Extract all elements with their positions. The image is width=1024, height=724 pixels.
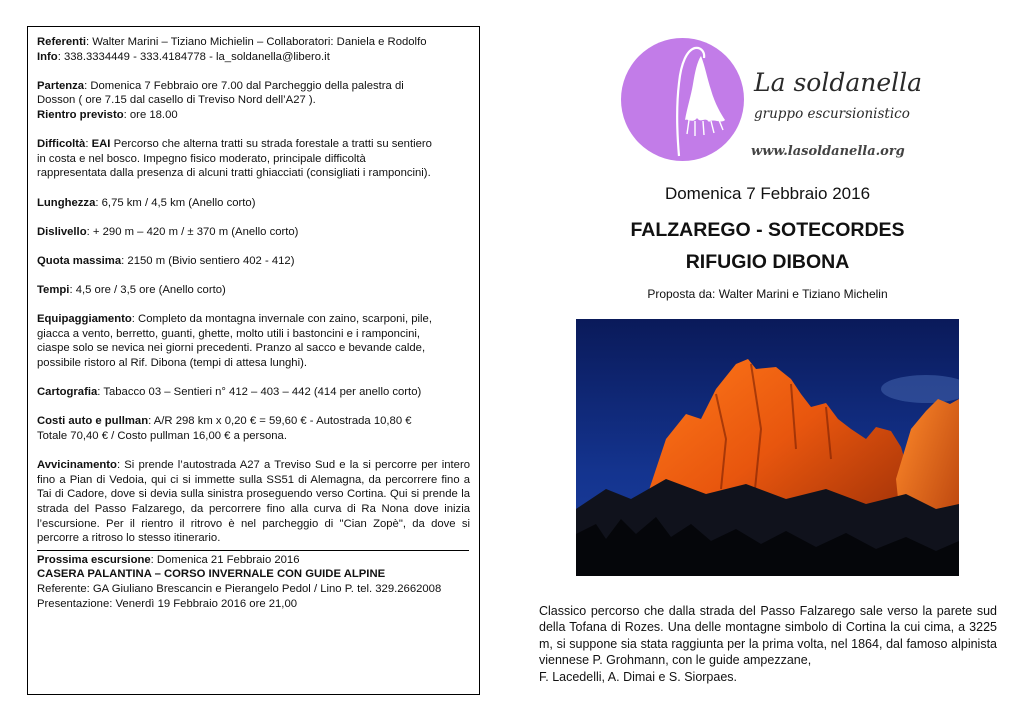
costi-line [37,414,470,429]
referenti-text: : Walter Marini – Tiziano Michielin – Collaboratori: Daniela e Rodolfo [85,36,427,48]
difficolta-sep: : [85,138,92,151]
prossima-line [37,553,470,568]
referenti-line [37,35,470,50]
rientro-label: Rientro previsto [37,108,124,121]
referenti-label: Referenti [37,36,86,48]
mountain-photo [576,319,959,576]
carto-line [37,385,470,400]
carto-text: : Tabacco 03 – Sentieri n° 412 – 403 – 442 (414 per anello corto) [97,386,422,399]
prossima-presentazione: Presentazione: Venerdì 19 Febbraio 2016 ore 21,00 [37,597,298,610]
prossima-title: CASERA PALANTINA – CORSO INVERNALE CON GUIDE ALPINE [37,568,386,581]
costi-text-1: : A/R 298 km x 0,20 € = 59,60 € - Autostrada 10,80 € [148,415,412,428]
equip-line-4: possibile ristoro al Rif. Dibona (tempi di attesa lunghi). [37,357,307,370]
carto-label: Cartografia [37,386,98,399]
quota-label: Quota massima [37,254,122,267]
info-box [27,26,480,695]
difficolta-text-1: Percorso che alterna tratti su strada forestale a tratti su sentiero [110,138,432,151]
equip-line-2: giacca a vento, berretto, guanti, ghette, molto utili i bastoncini e i ramponcini, [37,327,421,340]
avvic-text: : Si prende l’autostrada A27 a Treviso Sud e la si percorre per intero fino a Pian di Vedoia, qui ci si immette sulla SS51 di Alemagna, da percorrere fino a Tai di Cadore, dove si devia sulla sinistra proseguendo verso Cortina. Qui si prende la strada del Passo Falzarego, da percorrere fino alla curva di Ra Nona dove inizia l’escursione. Per il rientro il ritrovo è nel parcheggio di "Cian Zopè", da dove si percorre a ritroso lo stesso itinerario. [37,459,470,545]
costi-line-2: Totale 70,40 € / Costo pullman 16,00 € a persona. [37,430,287,443]
logo-circle [621,38,744,161]
rientro-text: : ore 18.00 [123,108,178,121]
info-text: : 338.3334449 - 333.4184778 - la_soldanella@libero.it [57,50,330,63]
logo-name: La soldanella [754,68,923,97]
difficolta-line-2: in costa e nel bosco. Impegno fisico moderato, principale difficoltà [37,152,366,165]
dislivello-text: : + 290 m – 420 m / ± 370 m (Anello corto) [86,225,299,238]
equip-line-3: ciaspe solo se nevica nei giorni precedenti. Pranzo al sacco e bevande calde, [37,342,426,355]
description-last-line: F. Lacedelli, A. Dimai e S. Siorpaes. [539,669,738,684]
soldanella-flower-icon [621,38,744,161]
tempi-label: Tempi [37,284,70,297]
lunghezza-line [37,196,470,211]
event-date: Domenica 7 Febbraio 2016 [664,184,871,203]
proposer-line: Proposta da: Walter Marini e Tiziano Michelin [647,287,888,301]
info-line [37,50,470,65]
avvicinamento-paragraph [37,458,470,546]
lunghezza-label: Lunghezza [37,196,96,209]
partenza-label: Partenza [37,79,85,92]
logo-subtitle: gruppo escursionistico [754,106,910,122]
difficolta-label: Difficoltà [37,138,86,151]
info-label: Info [37,50,58,63]
difficolta-line [37,137,470,152]
rientro-line [37,108,470,123]
prossima-referente: Referente: GA Giuliano Brescancin e Pierangelo Pedol / Lino P. tel. 329.2662008 [37,582,442,595]
event-title-line-2: RIFUGIO DIBONA [685,251,850,273]
description-paragraph: Classico percorso che dalla strada del Passo Falzarego sale verso la parete sud della Tofana di Rozes. Una delle montagne simbolo di Cortina la cui cima, a 3225 m, si suppone sia stata raggiunta per la prima volta, nel 1864, dal famoso alpinista viennese P. Grohmann, con le guide ampezzane, [539,604,997,668]
difficolta-grade: EAI [91,138,111,151]
dislivello-label: Dislivello [37,225,87,238]
costi-label: Costi auto e pullman [37,415,149,428]
quota-line [37,254,470,269]
equip-label: Equipaggiamento [37,313,132,326]
dislivello-line [37,225,470,240]
event-title-line-1: FALZAREGO - SOTECORDES [630,219,905,241]
partenza-line-2: Dosson ( ore 7.15 dal casello di Treviso Nord dell’A27 ). [37,94,316,107]
equip-line [37,312,470,327]
prossima-label: Prossima escursione [37,553,151,566]
avvic-label: Avvicinamento [37,459,117,472]
divider [37,550,469,551]
tempi-line [37,283,470,298]
partenza-line [37,79,470,94]
difficolta-line-3: rappresentata dalla presenza di alcuni tratti ghiacciati (consigliati i ramponcini). [37,167,431,180]
quota-text: : 2150 m (Bivio sentiero 402 - 412) [121,254,295,267]
description [539,603,997,685]
lunghezza-text: : 6,75 km / 4,5 km (Anello corto) [95,196,256,209]
partenza-text-1: : Domenica 7 Febbraio ore 7.00 dal Parcheggio della palestra di [84,79,404,92]
tempi-text: : 4,5 ore / 3,5 ore (Anello corto) [69,284,226,297]
equip-text-1: : Completo da montagna invernale con zaino, scarponi, pile, [131,313,432,326]
logo-url[interactable]: www.lasoldanella.org [751,144,905,159]
prossima-text: : Domenica 21 Febbraio 2016 [150,553,300,566]
